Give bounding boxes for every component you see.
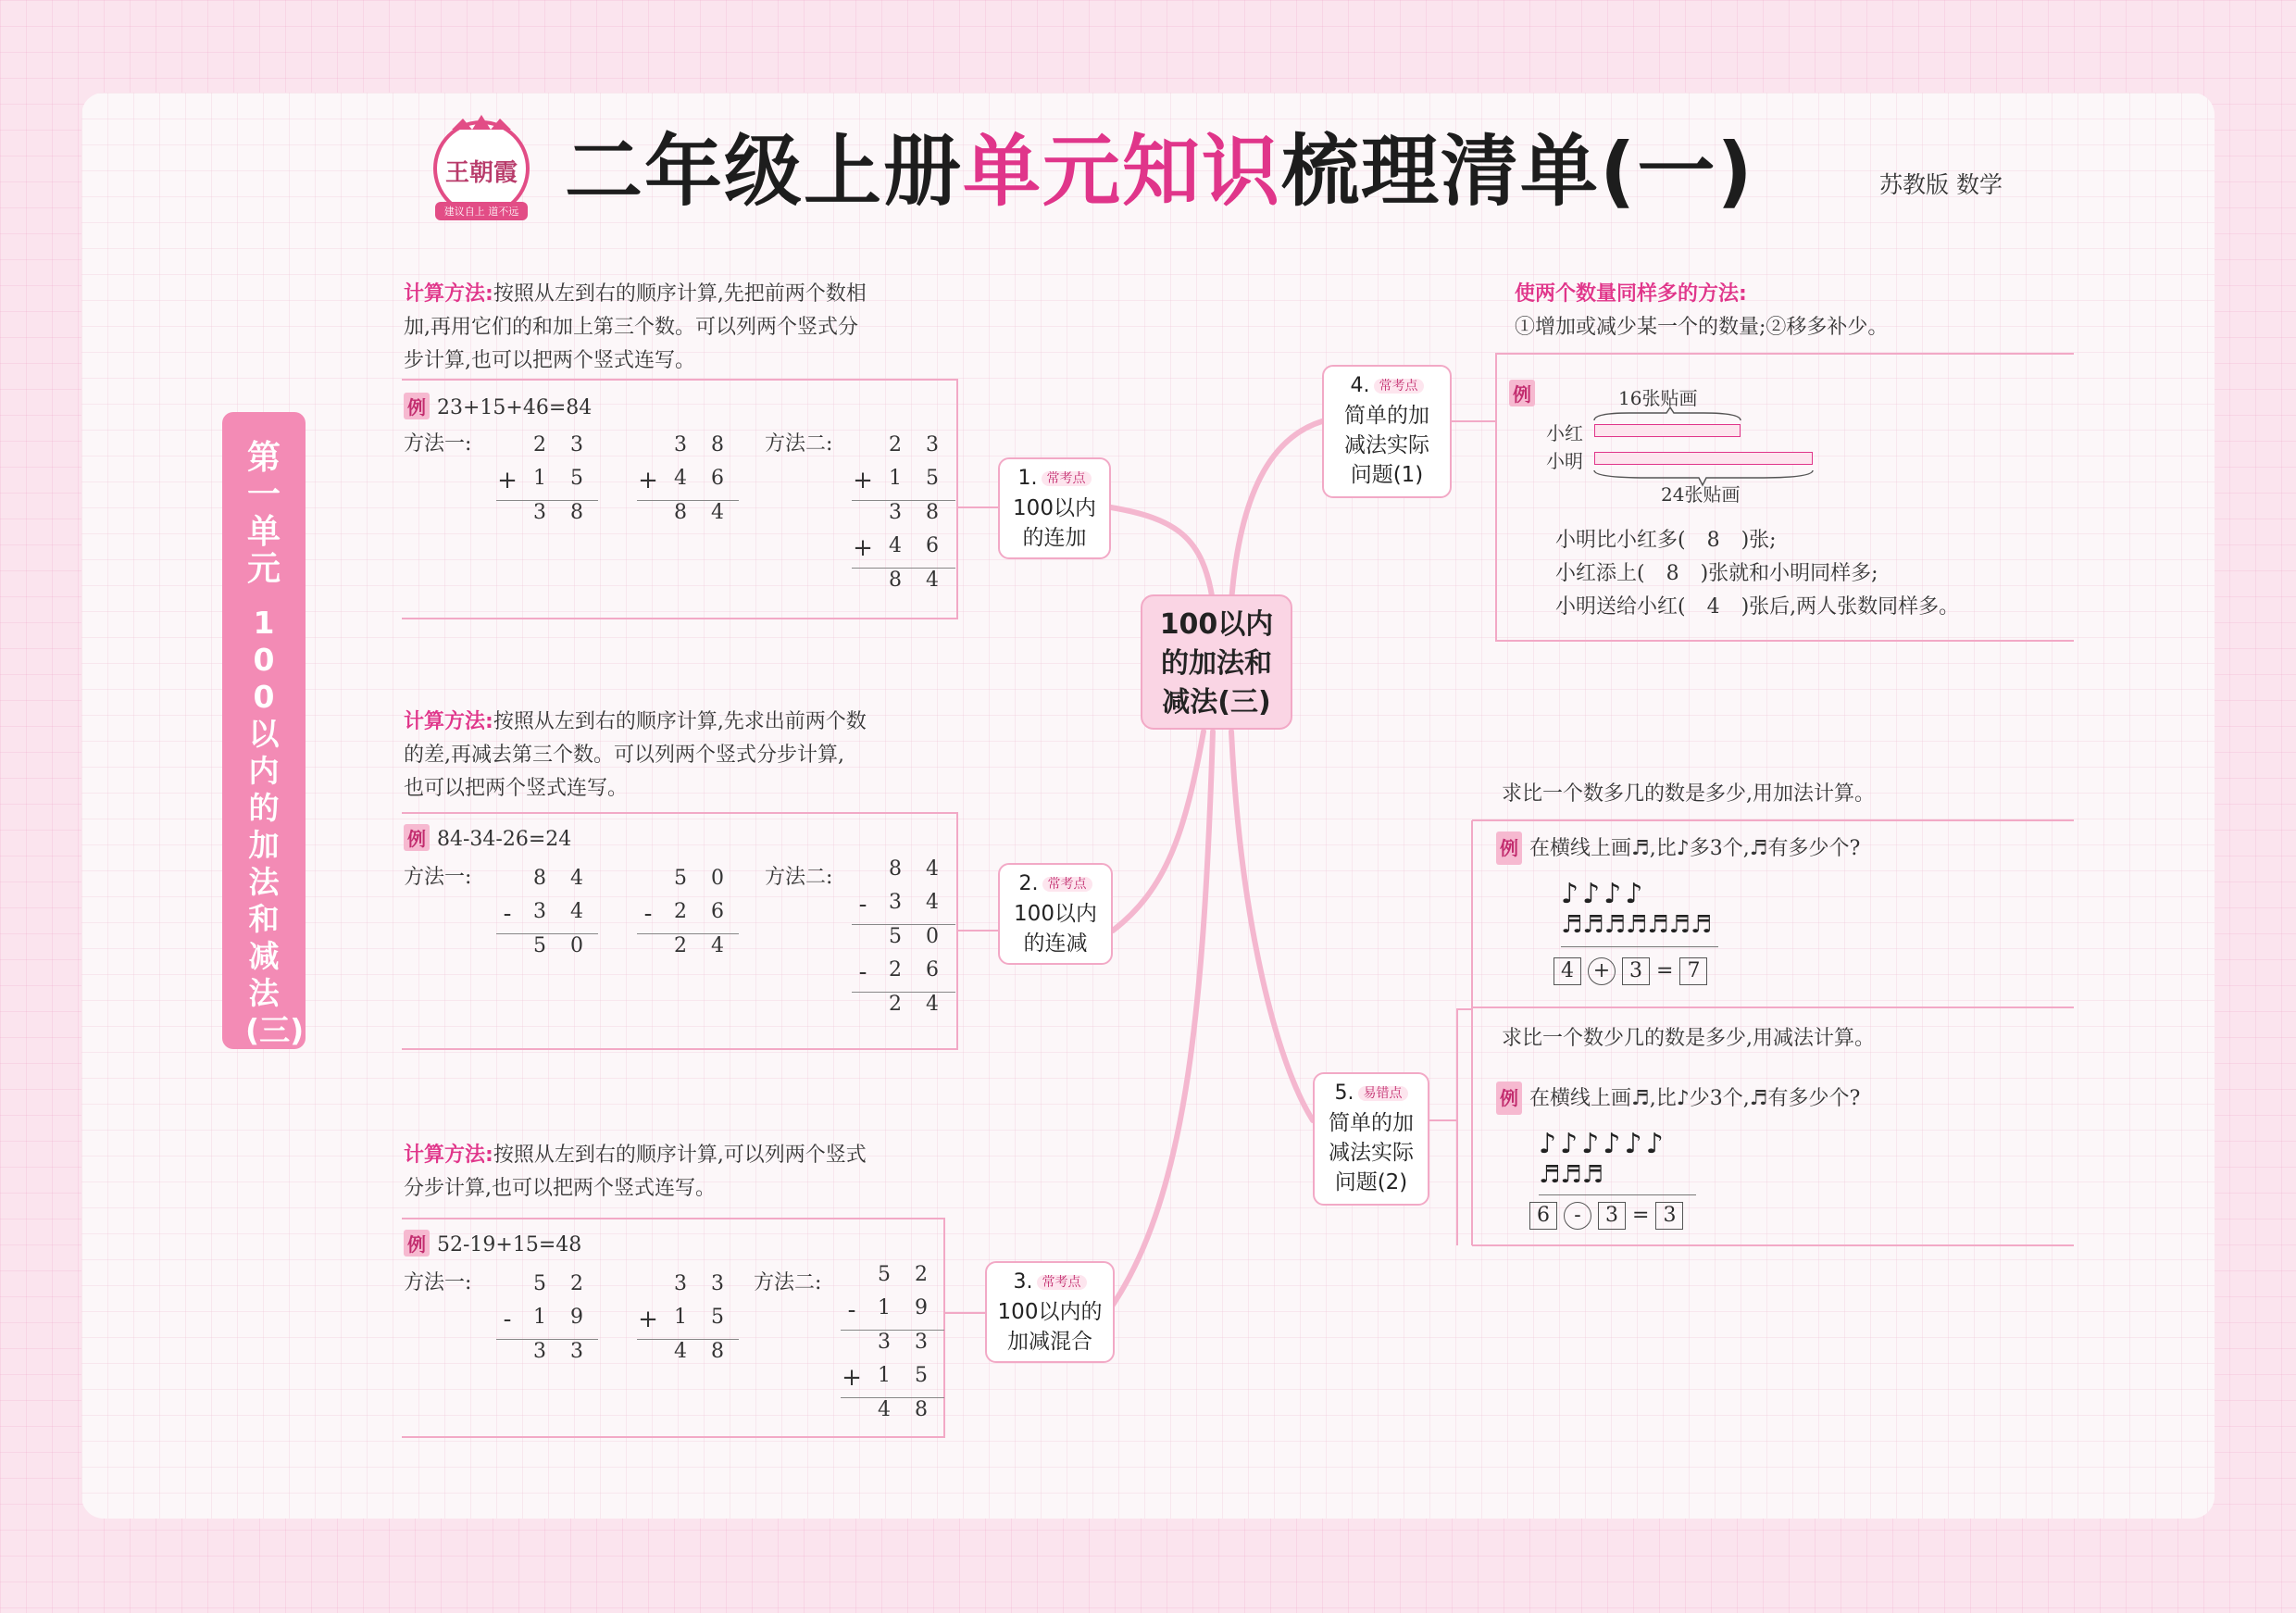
sec4-q3-a: 小明送给小红( [1555,595,1686,619]
calc-digits: 38 [889,501,963,524]
center-node[interactable] [1141,594,1292,730]
calc-digits: 15 [533,467,607,490]
title-part-2: 单元知识 [963,126,1282,217]
calc-result: 48 [878,1398,952,1421]
sec5-example-2-equation [1529,1202,1683,1230]
node-2-line-2: 的连减 [1023,932,1088,956]
calc-operator: - [643,900,653,928]
calc-digits: 19 [533,1306,607,1329]
calc-operator: + [853,467,873,494]
calc-digits: 46 [674,467,748,490]
node-5-line-3: 问题(2) [1334,1170,1408,1194]
sec2-method-line-2: 的差,再减去第三个数。可以列两个竖式分步计算, [404,744,844,767]
calc-operator: + [638,1306,658,1333]
calc-digits: 34 [533,900,607,923]
sec4-method-label: 使两个数量同样多的方法: [1515,282,1747,306]
sec4-q1-answer: 8 [1706,529,1720,552]
branch-4 [1231,421,1322,602]
sec5-example-1-equation [1554,957,1707,985]
calc-digits: 15 [878,1364,952,1387]
eq-box: 3 [1655,1202,1683,1230]
sec5-example-1 [1496,832,1860,866]
sec3-calc-b [637,1272,748,1373]
node-5-line-2: 减法实际 [1329,1141,1414,1165]
sec2-example-text: 84-34-26=24 [437,828,572,851]
eq-operator-circle: - [1564,1202,1591,1230]
sec4-q1 [1555,524,2074,557]
node-5-tag: 易错点 [1358,1086,1408,1101]
sec4-method-line-1: ①增加或减少某一个的数量;②移多补少。 [1515,316,1889,339]
center-line-3: 减法(三) [1162,686,1271,719]
unit-label: 第一单元 [246,439,281,588]
node-4-tag: 常考点 [1374,379,1424,394]
sec2-method-line-3: 也可以把两个竖式连写。 [404,777,629,800]
sec5-example-1-rule [1561,946,1718,947]
sec4-example-tag-wrap [1509,380,1542,406]
branch-5 [1231,731,1313,1120]
calc-operator: + [853,534,873,562]
sec2-calc-a [496,867,607,968]
sec4-q2-answer: 8 [1666,562,1679,585]
calc-operator: + [497,467,518,494]
sec1-method2-label: 方法二: [765,432,833,456]
edition-label: 苏教版 数学 [1879,171,2003,198]
calc-digits: 26 [674,900,748,923]
sec4-q2 [1555,557,2074,591]
sec4-q1-b: )张; [1741,529,1777,552]
branch-1 [1111,507,1213,602]
sec1-method-line-3: 步计算,也可以把两个竖式连写。 [404,349,695,372]
eq-box: 3 [1598,1202,1626,1230]
calc-digits: 23 [889,433,963,456]
calc-digits: 15 [674,1306,748,1329]
calc-digits: 33 [878,1331,952,1354]
node-4[interactable] [1322,365,1452,498]
branch-2 [1113,731,1204,931]
sec1-method-line-2: 加,再用它们的和加上第三个数。可以列两个竖式分 [404,316,858,339]
sec4-bottom-label: 24张贴画 [1661,483,1741,506]
sec2-example [404,824,571,851]
calc-result: 84 [889,569,963,592]
sec4-method [1515,278,2070,344]
sec1-method-label: 计算方法: [404,282,493,306]
sec3-calc-a [496,1272,607,1373]
sec5-rule-2: 求比一个数少几的数是多少,用减法计算。 [1502,1027,1875,1050]
sec3-method2-label: 方法二: [754,1271,822,1294]
sec4-q3 [1555,591,2074,624]
node-5-num: 5. [1334,1082,1354,1105]
node-1-num: 1. [1017,467,1038,490]
eq-equals: = [1632,1204,1650,1227]
calc-result: 84 [674,501,748,524]
node-3[interactable] [985,1261,1115,1363]
sec5-example-1-notes-bottom: ♬♬♬♬♬♬♬ [1561,911,1713,939]
node-3-line-1: 100以内的 [997,1300,1103,1324]
sec4-example-tag: 例 [1509,380,1535,406]
sec2-calc-b [637,867,748,968]
sec2-method [404,706,978,806]
eq-box: 6 [1529,1202,1557,1230]
node-3-line-2: 加减混合 [1007,1330,1092,1354]
sec3-method1-label: 方法一: [404,1271,472,1294]
calc-digits: 26 [889,958,963,982]
sec3-calc-c [841,1263,952,1432]
node-2-line-1: 100以内 [1014,902,1097,926]
sec5-example-2-notes-bottom: ♬♬♬ [1539,1161,1603,1189]
calc-result: 50 [533,934,607,957]
node-2-num: 2. [1018,872,1039,895]
calc-digits: 19 [878,1296,952,1319]
sec1-example-text: 23+15+46=84 [437,396,593,419]
sec1-method-line-1: 按照从左到右的顺序计算,先把前两个数相 [493,282,867,306]
node-5-line-1: 简单的加 [1329,1111,1414,1135]
sec5-example-2-tag: 例 [1496,1082,1522,1115]
sec1-example [404,393,592,419]
sec4-name-1: 小红 [1546,422,1583,444]
calc-digits: 38 [674,433,748,456]
sec4-name-2: 小明 [1546,450,1583,472]
sec5-example-1-notes-top: ♪♪♪♪ [1561,878,1647,910]
branch-3 [1107,731,1213,1313]
sec2-calc-c [852,857,963,1026]
node-2[interactable] [998,863,1113,965]
sec5-example-2-rule [1539,1194,1696,1195]
sec4-q3-answer: 4 [1706,595,1720,619]
sec2-example-tag: 例 [404,824,430,851]
title-part-1: 二年级上册 [565,126,964,217]
calc-result: 48 [674,1340,748,1363]
sec5-example-1-tag: 例 [1496,832,1522,865]
eq-equals: = [1656,959,1674,982]
sec1-calc-a [496,433,607,534]
calc-operator: - [858,891,867,919]
calc-digits: 52 [878,1263,952,1286]
eq-box: 7 [1679,957,1707,985]
node-3-tag: 常考点 [1037,1275,1087,1290]
sec5-example-2 [1496,1082,1860,1116]
center-line-2: 的加法和 [1161,647,1272,680]
sec3-method [404,1139,978,1206]
calc-digits: 34 [889,891,963,914]
center-line-1: 100以内 [1159,608,1274,641]
bracket-5-mid [1429,1009,1472,1120]
unit-topic: 100以内的加法和减法(三) [245,605,305,1048]
sec4-q1-a: 小明比小红多( [1555,529,1686,552]
sec4-braces [1592,406,1815,489]
node-3-num: 3. [1013,1270,1033,1294]
node-1-line-1: 100以内 [1013,496,1096,520]
calc-digits: 15 [889,467,963,490]
calc-digits: 50 [889,925,963,948]
node-1-tag: 常考点 [1042,471,1092,486]
sec5-example-1-question: 在横线上画♬,比♪多3个,♬有多少个? [1529,837,1861,860]
calc-digits: 84 [889,857,963,881]
node-4-num: 4. [1350,374,1370,397]
sec2-method1-label: 方法一: [404,866,472,889]
sec3-method-line-2: 分步计算,也可以把两个竖式连写。 [404,1177,716,1200]
calc-digits: 23 [533,433,607,456]
calc-operator: - [847,1296,856,1324]
sec4-questions [1555,524,2074,624]
calc-result: 24 [889,993,963,1016]
sec3-example-tag: 例 [404,1230,430,1257]
calc-digits: 52 [533,1272,607,1295]
calc-digits: 46 [889,534,963,557]
calc-digits: 84 [533,867,607,890]
logo-text: 王朝霞 [444,159,518,187]
sec1-calc-c [852,433,963,602]
title-part-3: 梳理清单(一) [1281,126,1754,217]
sec5-rule-1: 求比一个数多几的数是多少,用加法计算。 [1502,782,1875,806]
logo-slogan: 建议自上 道不远 [435,202,528,220]
calc-operator: - [503,900,512,928]
sec4-q2-a: 小红添上( [1555,562,1645,585]
sec3-method-line-1: 按照从左到右的顺序计算,可以列两个竖式 [493,1144,867,1167]
calc-digits: 33 [674,1272,748,1295]
eq-operator-circle: + [1588,957,1616,985]
sec2-method2-label: 方法二: [765,866,833,889]
eq-box: 3 [1622,957,1650,985]
sec5-example-2-question: 在横线上画♬,比♪少3个,♬有多少个? [1529,1087,1861,1110]
sec1-method1-label: 方法一: [404,432,472,456]
node-4-line-1: 简单的加 [1344,404,1429,428]
sec5-example-2-notes-top: ♪♪♪♪♪♪ [1539,1128,1667,1160]
publisher-logo [417,109,546,220]
calc-result: 24 [674,934,748,957]
calc-operator: - [858,958,867,986]
calc-operator: - [503,1306,512,1333]
sec1-method [404,278,978,378]
page-title [565,109,1754,221]
calc-result: 38 [533,501,607,524]
sec3-example-text: 52-19+15=48 [437,1233,582,1257]
calc-result: 33 [533,1340,607,1363]
node-2-tag: 常考点 [1042,877,1092,892]
node-4-line-3: 问题(1) [1350,463,1424,487]
node-5[interactable] [1313,1072,1429,1206]
sec4-q2-b: )张就和小明同样多; [1700,562,1878,585]
sec1-calc-b [637,433,748,534]
unit-tab [222,412,306,1049]
sec3-method-label: 计算方法: [404,1144,493,1167]
calc-digits: 50 [674,867,748,890]
node-4-line-2: 减法实际 [1344,433,1429,457]
sec2-method-line-1: 按照从左到右的顺序计算,先求出前两个数 [493,710,867,733]
node-1-line-2: 的连加 [1022,526,1087,550]
calc-operator: + [842,1364,862,1392]
sec4-top-label: 16张贴画 [1618,387,1698,409]
sec2-method-label: 计算方法: [404,710,493,733]
sec4-q3-b: )张后,两人张数同样多。 [1741,595,1960,619]
calc-operator: + [638,467,658,494]
eq-box: 4 [1554,957,1581,985]
node-1[interactable] [998,457,1111,559]
sec3-example [404,1230,581,1257]
sec1-example-tag: 例 [404,393,430,419]
